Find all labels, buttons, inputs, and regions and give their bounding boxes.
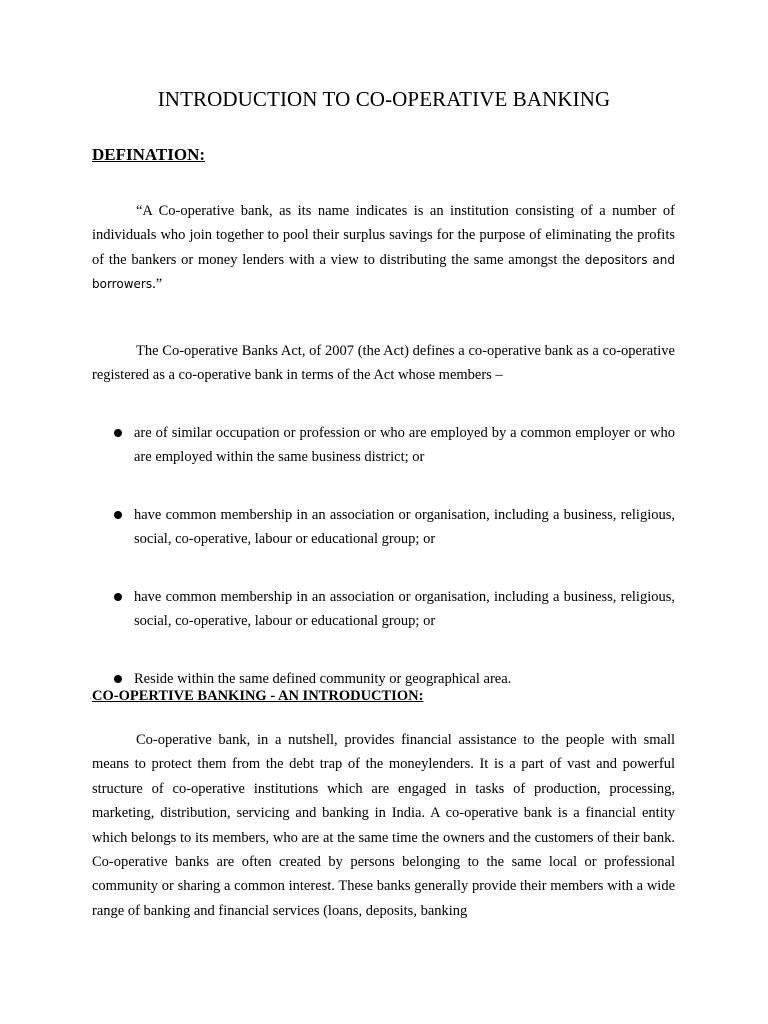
page-title: INTRODUCTION TO CO-OPERATIVE BANKING [157, 87, 611, 111]
definition-quote-paragraph [92, 199, 675, 297]
list-item [134, 585, 675, 634]
list-item [134, 421, 675, 470]
list-item-text: Reside within the same defined community or geographical area. [134, 671, 512, 687]
list-item-text: have common membership in an association or organisation, including a business, religious, social, co-operative, labour or educational group; or [134, 589, 675, 630]
bullet-icon [114, 429, 122, 437]
bullet-icon [114, 511, 122, 519]
intro-heading: CO-OPERTIVE BANKING - AN INTRODUCTION: [92, 688, 424, 704]
list-item-text: have common membership in an association or organisation, including a business, religious, social, co-operative, labour or educational group; or [134, 507, 675, 548]
intro-paragraph: Co-operative bank, in a nutshell, provides financial assistance to the people with small means to protect them from the debt trap of the moneylenders. It is a part of vast and powerful structure of co-operative institutions which are engaged in tasks of production, processing, marketing, distribution, servicing and banking in India. A co-operative bank is a financial entity which belongs to its members, who are at the same time the owners and the customers of their bank. Co-operative banks are often created by persons belonging to the same local or professional community or sharing a common interest. These banks generally provide their members with a wide range of banking and financial services (loans, deposits, banking [92, 732, 675, 919]
quote-text-end: .” [152, 276, 163, 293]
act-definition-paragraph: The Co-operative Banks Act, of 2007 (the Act) defines a co-operative bank as a co-operative registered as a co-operative bank in terms of the Act whose members – [92, 343, 675, 384]
bullet-icon [114, 675, 122, 683]
list-item-text: are of similar occupation or profession or who are employed by a common employer or who are employed within the same business district; or [134, 425, 675, 466]
definition-heading: DEFINATION: [92, 145, 206, 164]
list-item [134, 503, 675, 552]
bullet-icon [114, 593, 122, 601]
quote-text-tail: depositors and borrowers [92, 252, 675, 292]
quote-text: “A Co-operative bank, as its name indicates is an institution consisting of a number of individuals who join together to pool their surplus savings for the purpose of eliminating the profits of the bankers or money lenders with a view to distributing the same amongst the [92, 203, 675, 268]
